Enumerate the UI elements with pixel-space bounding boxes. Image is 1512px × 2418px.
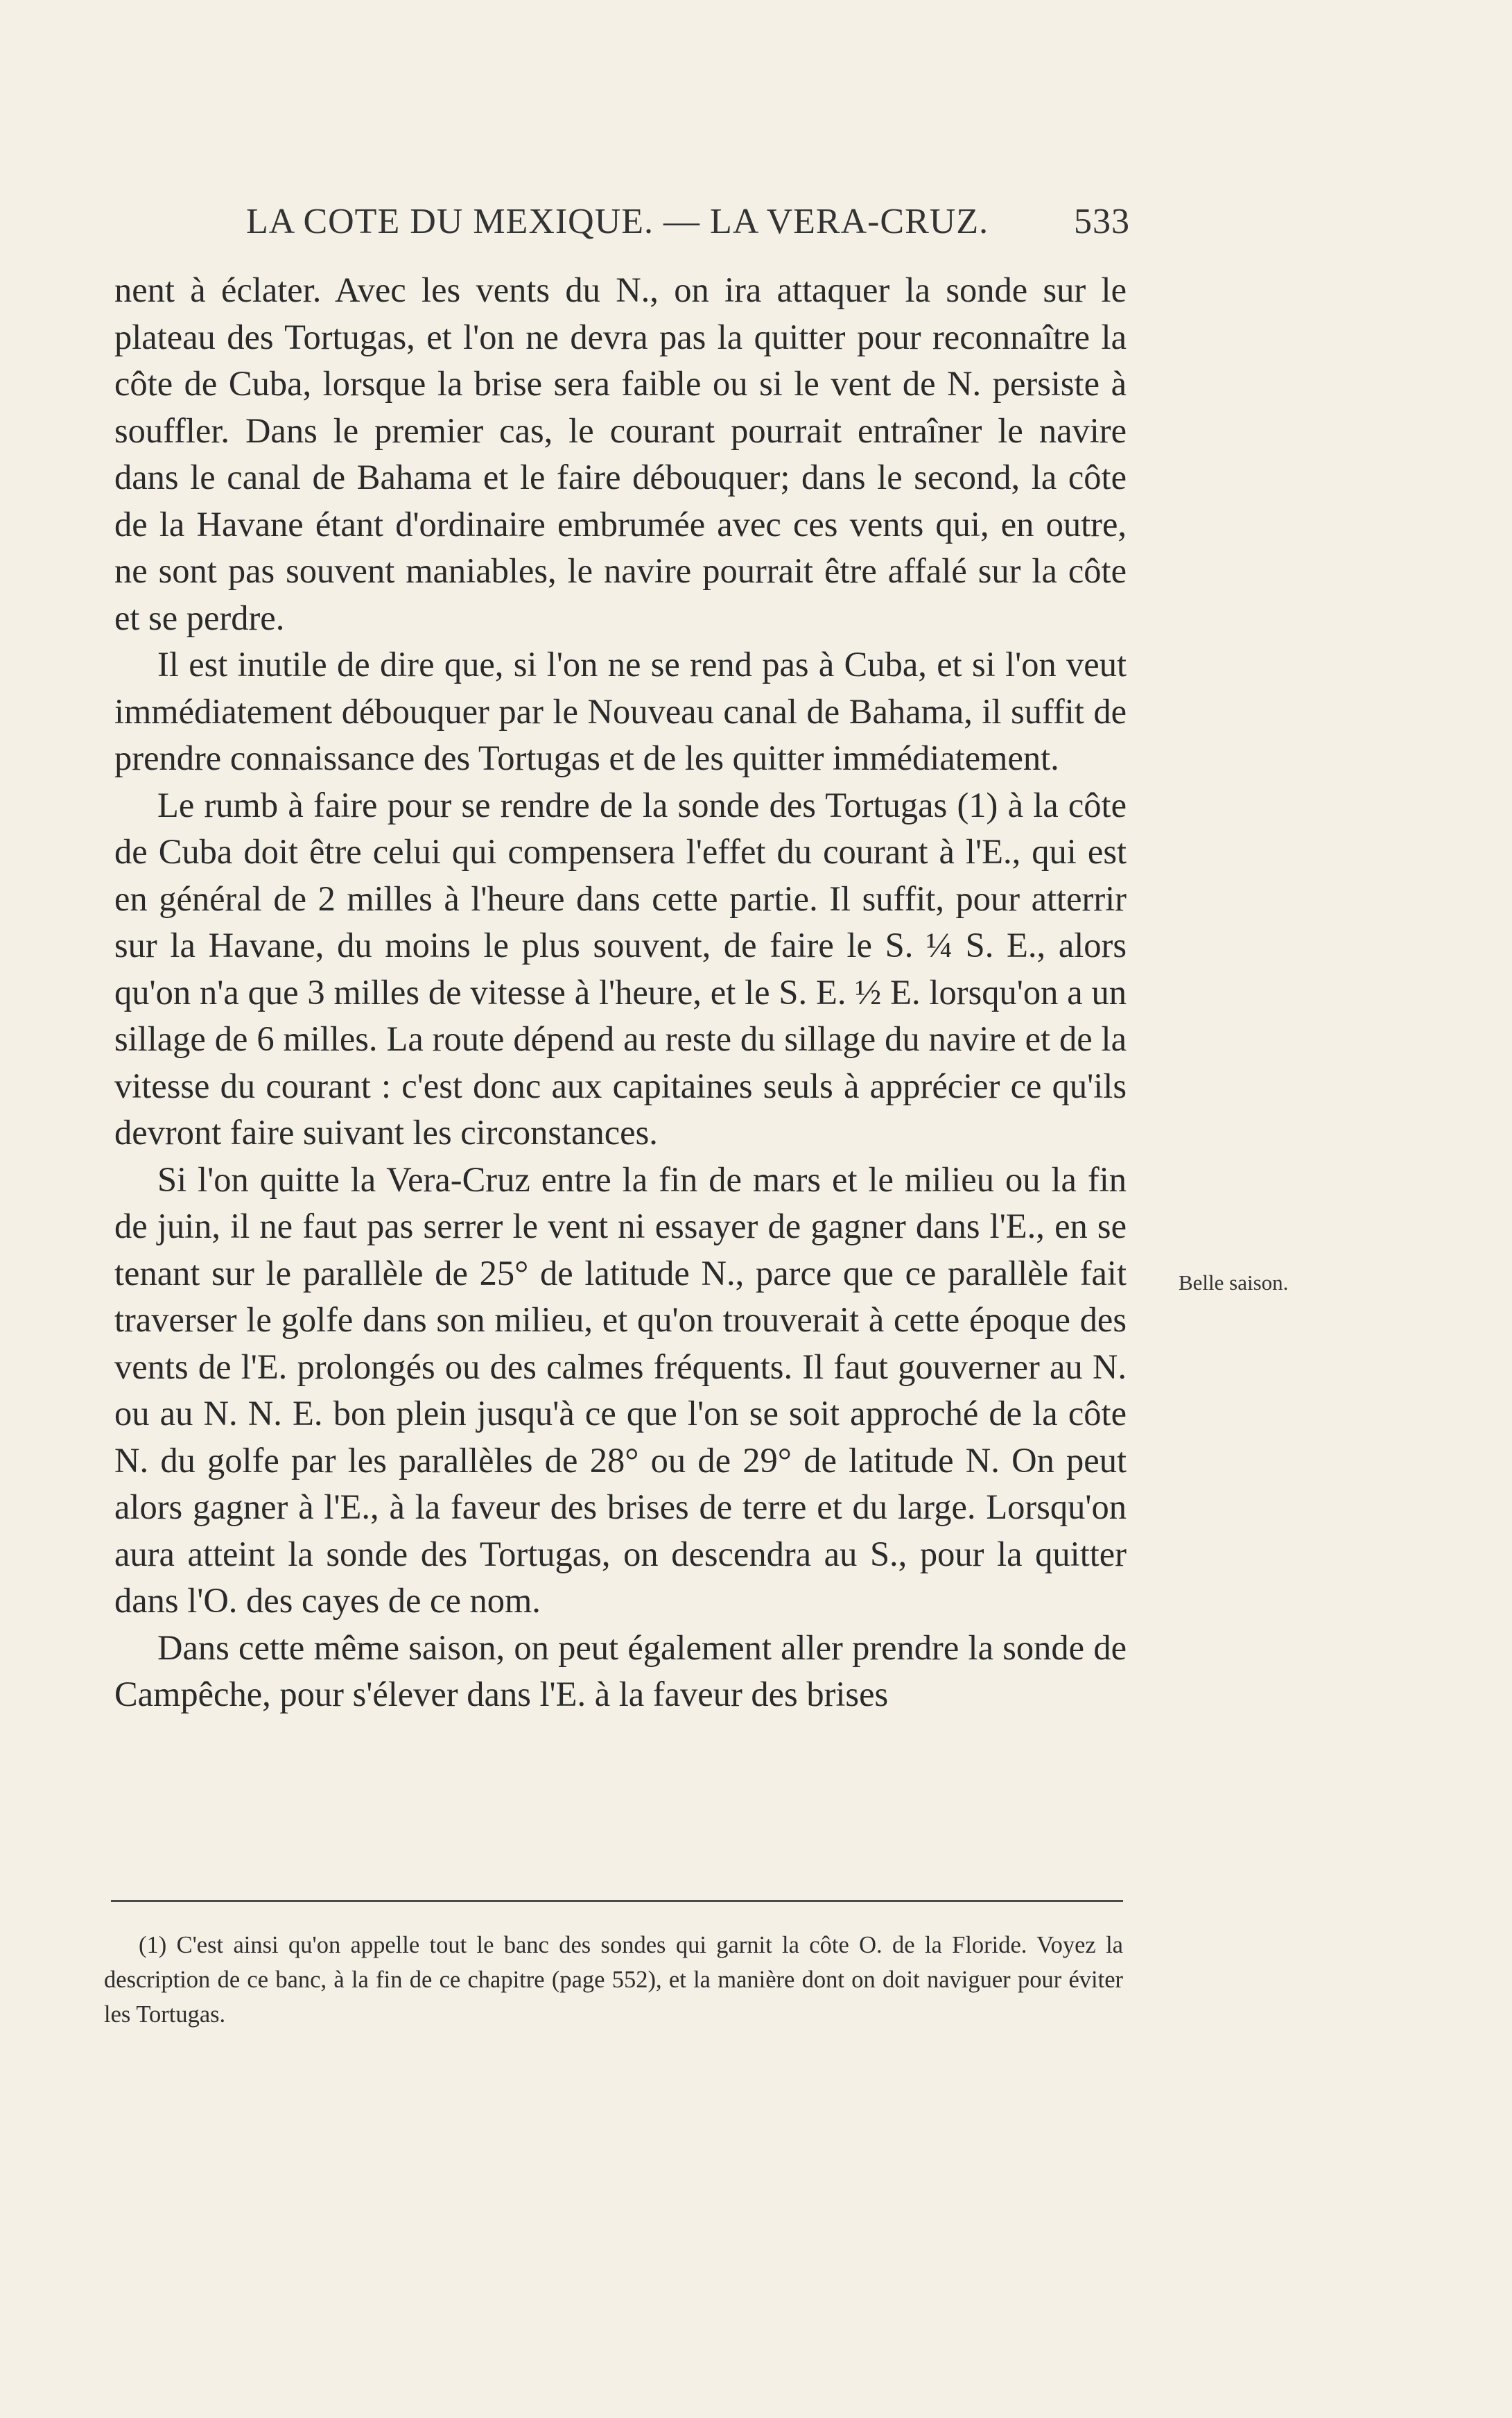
running-title: LA COTE DU MEXIQUE. — LA VERA-CRUZ. [246,202,989,241]
paragraph: Si l'on quitte la Vera-Cruz entre la fin de mars et le milieu ou la fin de juin, il ne faut pas serrer le vent ni essayer de gagner dans l'E., en se tenant sur le parallèle de 25° de latitude N., parce que ce parallèle fait traverser le golfe dans son milieu, et qu'on trouverait à cette époque des vents de l'E. prolongés ou des calmes fréquents. Il faut gouverner au N. ou au N. N. E. bon plein jusqu'à ce que l'on se soit approché de la côte N. du golfe par les parallèles de 28° ou de 29° de latitude N. On peut alors gagner à l'E., à la faveur des brises de terre et du large. Lorsqu'on aura atteint la sonde des Tortugas, on descendra au S., pour la quitter dans l'O. des cayes de ce nom. [114,1159,1127,1620]
footnote-text: (1) C'est ainsi qu'on appelle tout le banc des sondes qui garnit la côte O. de la Floride. Voyez la description de ce banc, à la fin de ce chapitre (page 552), et la manière dont on doit naviguer pour éviter les Tortugas. [104,1932,1123,2028]
footnote [104,1928,1123,2032]
page-number: 533 [1074,202,1130,241]
paragraph: Dans cette même saison, on peut également aller prendre la sonde de Campêche, pour s'élever dans l'E. à la faveur des brises [114,1627,1127,1713]
margin-note: Belle saison. [1179,1270,1289,1295]
footnote-divider [111,1900,1123,1902]
main-text [114,267,1127,1718]
paragraph: Le rumb à faire pour se rendre de la sonde des Tortugas (1) à la côte de Cuba doit être celui qui compensera l'effet du courant à l'E., qui est en général de 2 milles à l'heure dans cette partie. Il suffit, pour atterrir sur la Havane, du moins le plus souvent, de faire le S. ¼ S. E., alors qu'on n'a que 3 milles de vitesse à l'heure, et le S. E. ½ E. lorsqu'on a un sillage de 6 milles. La route dépend au reste du sillage du navire et de la vitesse du courant : c'est donc aux capitaines seuls à apprécier ce qu'ils devront faire suivant les circonstances. [114,785,1127,1152]
paragraph: nent à éclater. Avec les vents du N., on ira attaquer la sonde sur le plateau des Tortugas, et l'on ne devra pas la quitter pour reconnaître la côte de Cuba, lorsque la brise sera faible ou si le vent de N. persiste à souffler. Dans le premier cas, le courant pourrait entraîner le navire dans le canal de Bahama et le faire débouquer; dans le second, la côte de la Havane étant d'ordinaire embrumée avec ces vents qui, en outre, ne sont pas souvent maniables, le navire pourrait être affalé sur la côte et se perdre. [114,270,1127,637]
paragraph: Il est inutile de dire que, si l'on ne se rend pas à Cuba, et si l'on veut immédiatement débouquer par le Nouveau canal de Bahama, il suffit de prendre connaissance des Tortugas et de les quitter immédiatement. [114,645,1127,777]
